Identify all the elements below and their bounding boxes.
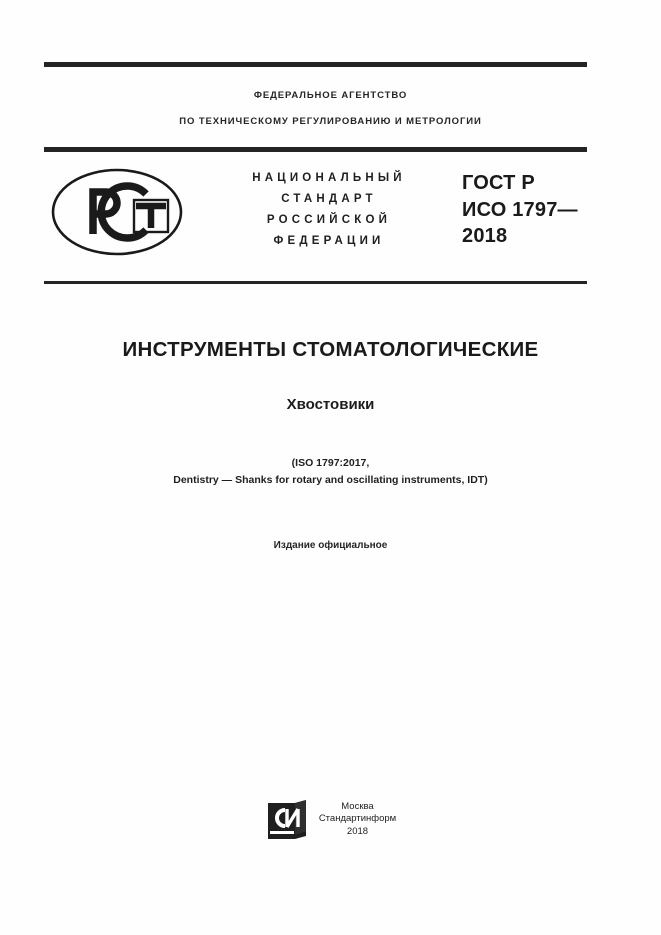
divider-top: [44, 62, 587, 67]
agency-line-1: ФЕДЕРАЛЬНОЕ АГЕНТСТВО: [253, 90, 408, 101]
page-subtitle: Хвостовики: [286, 396, 375, 413]
official-edition-note: Издание официальное: [273, 540, 388, 551]
national-standard-line-1: НАЦИОНАЛЬНЫЙ: [252, 172, 406, 184]
publisher-city: Москва: [341, 801, 374, 812]
footer: [0, 798, 661, 840]
agency-line-2: ПО ТЕХНИЧЕСКОМУ РЕГУЛИРОВАНИЮ И МЕТРОЛОГИИ: [179, 116, 482, 127]
gost-r-certification-logo: [50, 166, 184, 258]
iso-reference-line-2: Dentistry — Shanks for rotary and oscillating instruments, IDT): [173, 474, 488, 486]
masthead: [44, 152, 587, 281]
publisher-year: 2018: [346, 825, 369, 837]
divider-bottom: [44, 281, 587, 284]
publisher-name: Стандартинформ: [318, 813, 397, 825]
designation-line-3: 2018: [462, 225, 508, 247]
publisher-block: [319, 798, 396, 838]
standartinform-logo: [265, 798, 309, 840]
designation-line-2: ИСО 1797—: [462, 198, 578, 221]
national-standard-line-2: СТАНДАРТ: [281, 193, 377, 205]
page-title: ИНСТРУМЕНТЫ СТОМАТОЛОГИЧЕСКИЕ: [122, 338, 539, 361]
national-standard-block: [204, 168, 454, 252]
iso-reference: [0, 455, 661, 489]
designation-line-1: ГОСТ Р: [462, 172, 535, 194]
national-standard-line-4: ФЕДЕРАЦИИ: [273, 235, 385, 247]
standard-designation: [462, 170, 592, 250]
national-standard-line-3: РОССИЙСКОЙ: [266, 214, 392, 226]
iso-reference-line-1: (ISO 1797:2017,: [291, 457, 370, 469]
